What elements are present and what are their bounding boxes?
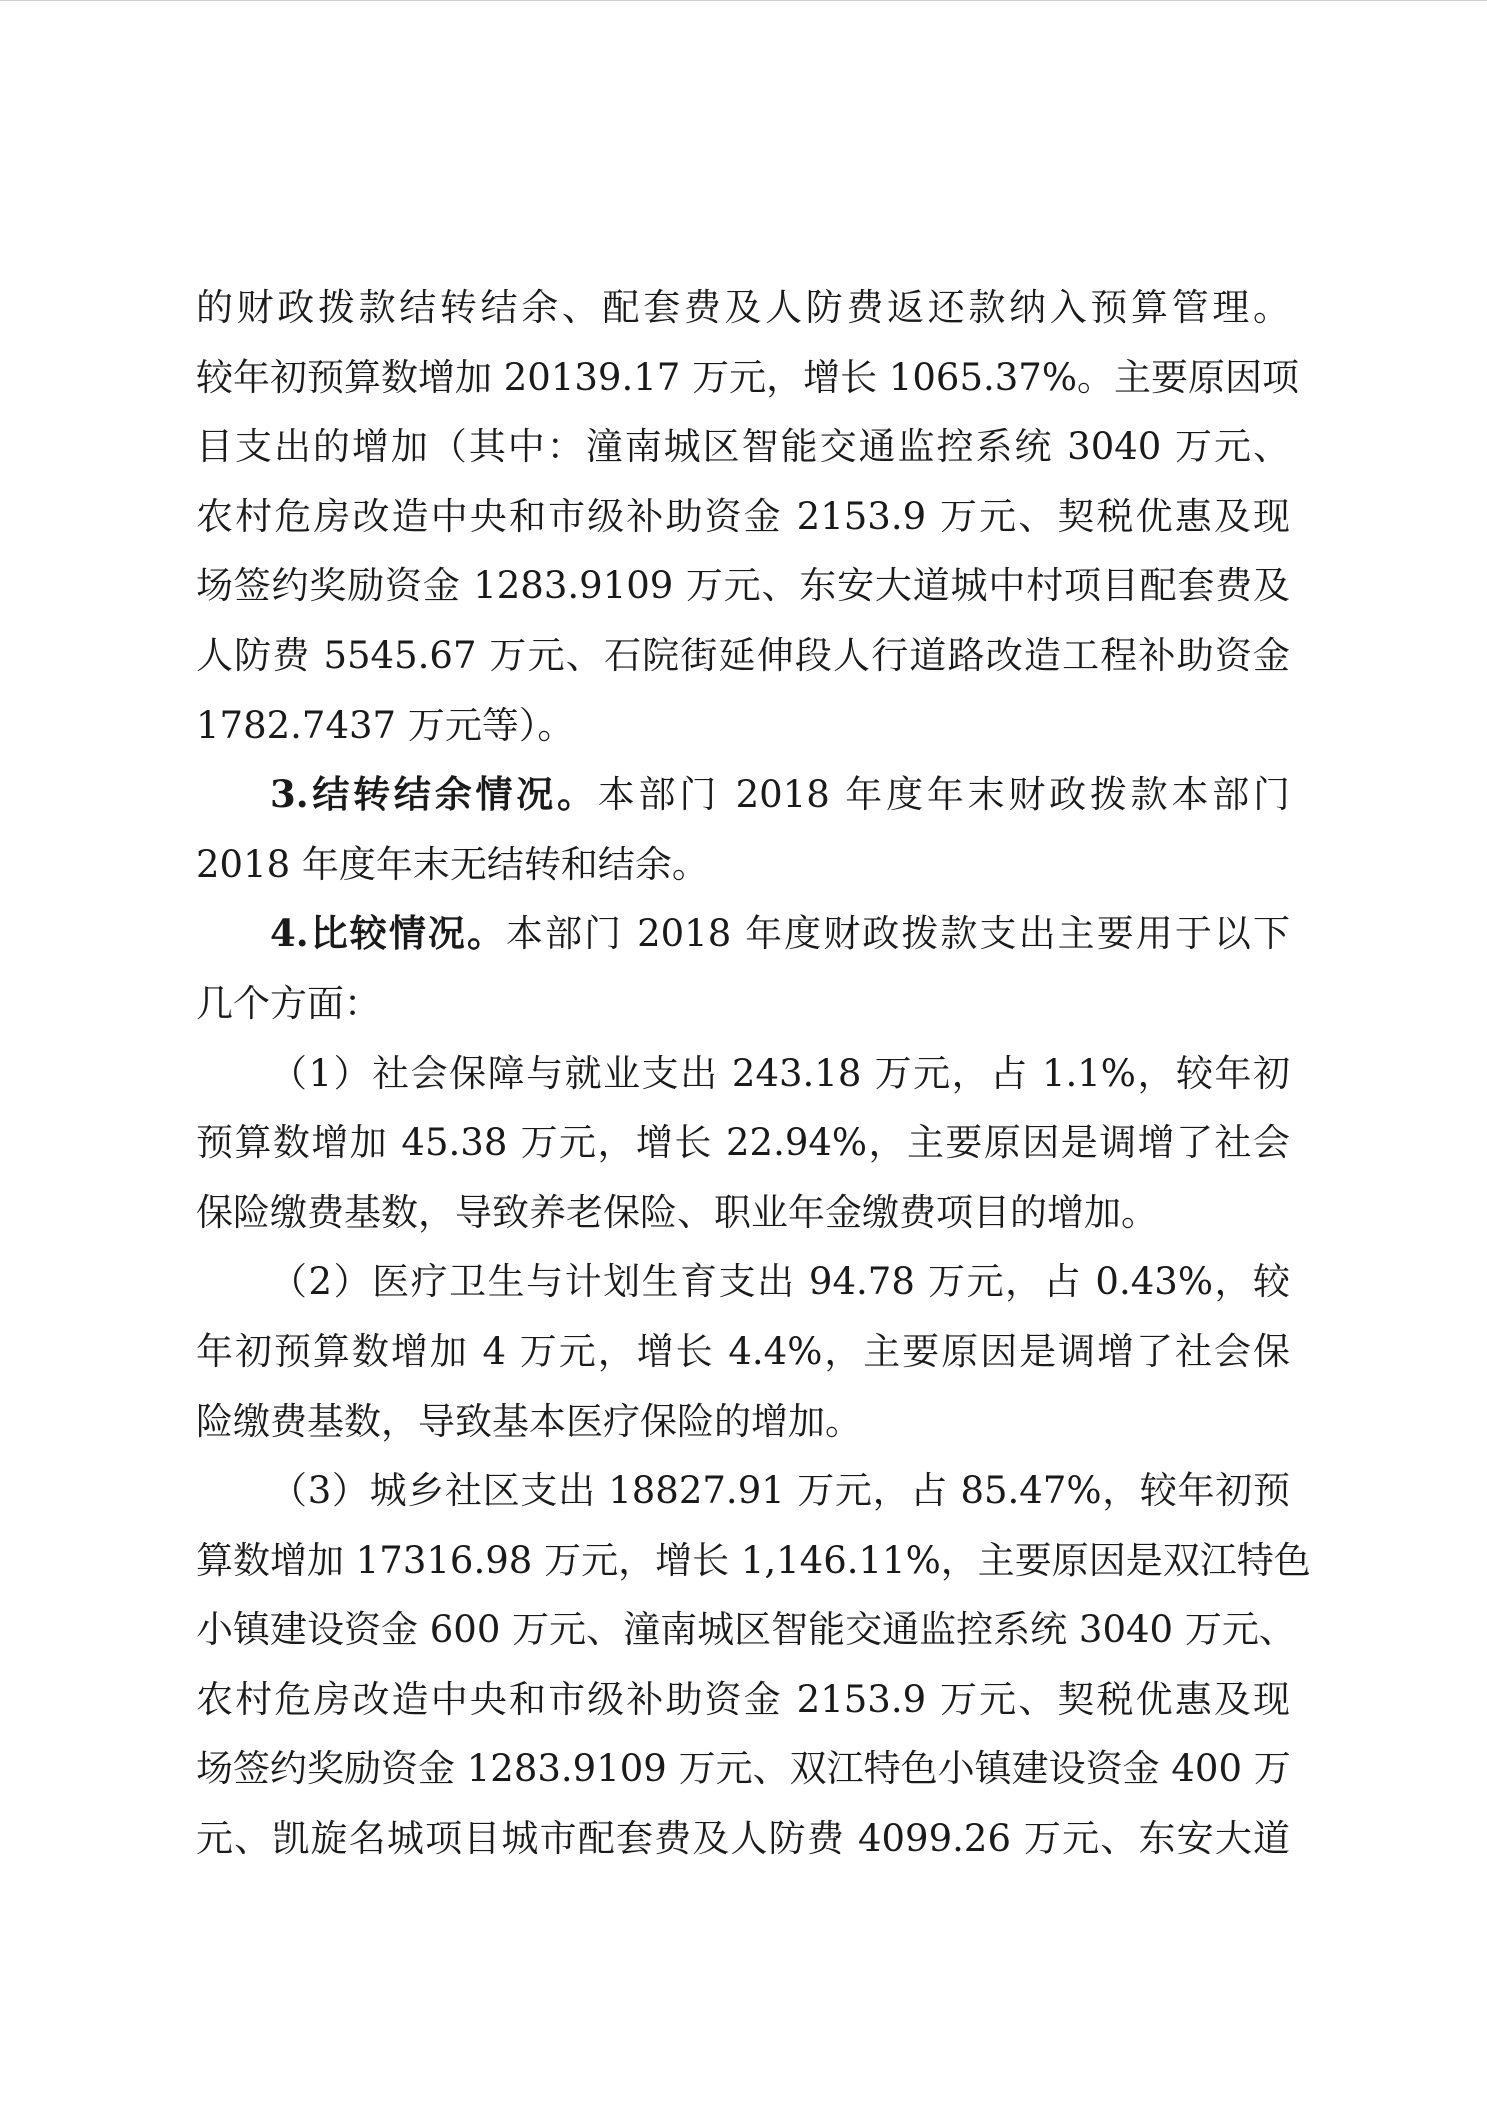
text-line: 较年初预算数增加 20139.17 万元，增长 1065.37%。主要原因项: [196, 355, 1299, 399]
text-line: 农村危房改造中央和市级补助资金 2153.9 万元、契税优惠及现: [196, 1677, 1290, 1721]
text-line: 年初预算数增加 4 万元，增长 4.4%，主要原因是调增了社会保: [196, 1329, 1290, 1373]
paragraph-carryover: [196, 760, 1290, 899]
text-line: 场签约奖励资金 1283.9109 万元、东安大道城中村项目配套费及: [196, 564, 1290, 608]
paragraph-item-health: [196, 1247, 1290, 1456]
text-line: （1）社会保障与就业支出 243.18 万元，占 1.1%，较年初: [270, 1051, 1290, 1095]
paragraph-item-urban-rural: [196, 1456, 1311, 1874]
text-line: 场签约奖励资金 1283.9109 万元、双江特色小镇建设资金 400 万: [196, 1747, 1291, 1791]
text-line: 保险缴费基数，导致养老保险、职业年金缴费项目的增加。: [196, 1190, 1158, 1234]
text-line: 预算数增加 45.38 万元，增长 22.94%，主要原因是调增了社会: [196, 1121, 1290, 1165]
text-line: （2）医疗卫生与计划生育支出 94.78 万元，占 0.43%，较: [270, 1260, 1290, 1304]
section-heading-comparison: 4.比较情况。: [270, 911, 507, 956]
text-line: 1782.7437 万元等）。: [196, 703, 575, 747]
text-run: 本部门 2018 年度财政拨款支出主要用于以下: [506, 912, 1290, 956]
document-body: [196, 273, 1311, 1874]
text-line: 的财政拨款结转结余、配套费及人防费返还款纳入预算管理。: [196, 286, 1290, 329]
text-line: 元、凯旋名城项目城市配套费及人防费 4099.26 万元、东安大道: [196, 1817, 1290, 1861]
paragraph-item-social-security: [196, 1039, 1290, 1248]
text-run: 本部门 2018 年度年末财政拨款本部门: [597, 773, 1290, 817]
text-line: 人防费 5545.67 万元、石院街延伸段人行道路改造工程补助资金: [196, 633, 1290, 677]
paragraph-budget-increase: [196, 273, 1299, 760]
text-line: 算数增加 17316.98 万元，增长 1,146.11%，主要原因是双江特色: [196, 1538, 1311, 1582]
text-line: [196, 760, 1290, 830]
text-line: [196, 899, 1290, 969]
text-line: 几个方面：: [196, 981, 381, 1025]
text-line: 2018 年度年末无结转和结余。: [196, 842, 709, 886]
section-heading-carryover: 3.结转结余情况。: [270, 772, 598, 817]
paragraph-comparison: [196, 899, 1290, 1038]
text-line: 目支出的增加（其中：潼南城区智能交通监控系统 3040 万元、: [196, 425, 1290, 469]
text-line: 小镇建设资金 600 万元、潼南城区智能交通监控系统 3040 万元、: [196, 1608, 1296, 1652]
text-line: 农村危房改造中央和市级补助资金 2153.9 万元、契税优惠及现: [196, 494, 1290, 538]
text-line: （3）城乡社区支出 18827.91 万元，占 85.47%，较年初预: [270, 1469, 1290, 1513]
text-line: 险缴费基数，导致基本医疗保险的增加。: [196, 1399, 862, 1443]
